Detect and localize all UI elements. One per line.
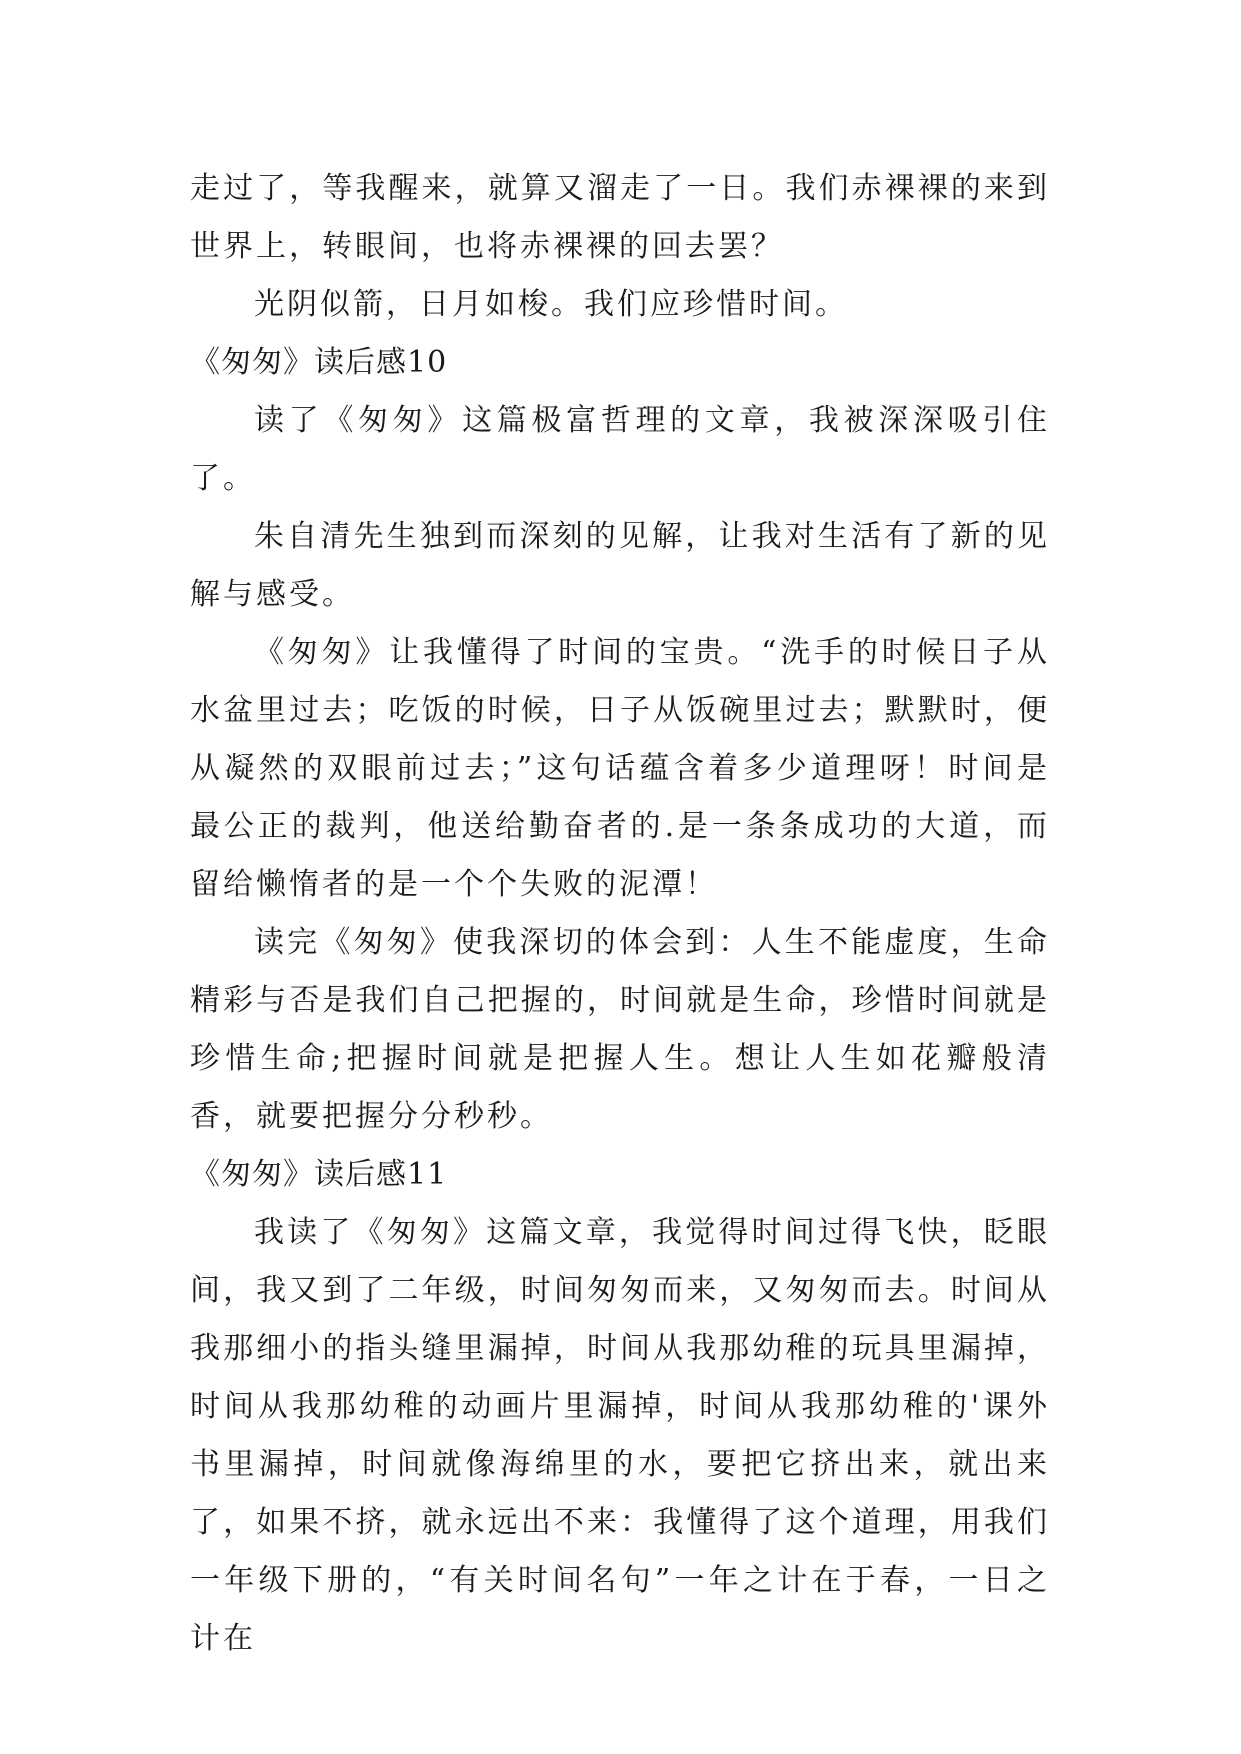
document-body: [190, 160, 1050, 1668]
paragraph: 朱自清先生独到而深刻的见解，让我对生活有了新的见解与感受。: [190, 519, 1050, 612]
paragraph: 读完《匆匆》使我深切的体会到：人生不能虚度，生命精彩与否是我们自己把握的，时间就是生命，珍惜时间就是珍惜生命;把握时间就是把握人生。想让人生如花瓣般清香，就要把握分分秒秒。: [190, 925, 1050, 1134]
paragraph: 光阴似箭，日月如梭。我们应珍惜时间。: [254, 287, 848, 322]
paragraph: 我读了《匆匆》这篇文章，我觉得时间过得飞快，眨眼间，我又到了二年级，时间匆匆而来，又匆匆而去。时间从我那细小的指头缝里漏掉，时间从我那幼稚的玩具里漏掉，时间从我那幼稚的动画片里漏掉，时间从我那幼稚的'课外书里漏掉，时间就像海绵里的水，要把它挤出来，就出来了，如果不挤，就永远出不来：我懂得了这个道理，用我们一年级下册的，“有关时间名句”一年之计在于春，一日之计在: [190, 1215, 1050, 1656]
section-heading: 《匆匆》读后感11: [190, 1157, 448, 1192]
paragraph: 《匆匆》让我懂得了时间的宝贵。“洗手的时候日子从水盆里过去；吃饭的时候，日子从饭碗里过去；默默时，便从凝然的双眼前过去；”这句话蕴含着多少道理呀！时间是最公正的裁判，他送给勤奋者的.是一条条成功的大道，而留给懒惰者的是一个个失败的泥潭！: [190, 635, 1050, 902]
section-heading: 《匆匆》读后感10: [190, 345, 448, 380]
paragraph: 读了《匆匆》这篇极富哲理的文章，我被深深吸引住了。: [190, 403, 1050, 496]
paragraph-continued: 走过了，等我醒来，就算又溜走了一日。我们赤裸裸的来到世界上，转眼间，也将赤裸裸的回去罢？: [190, 171, 1050, 264]
